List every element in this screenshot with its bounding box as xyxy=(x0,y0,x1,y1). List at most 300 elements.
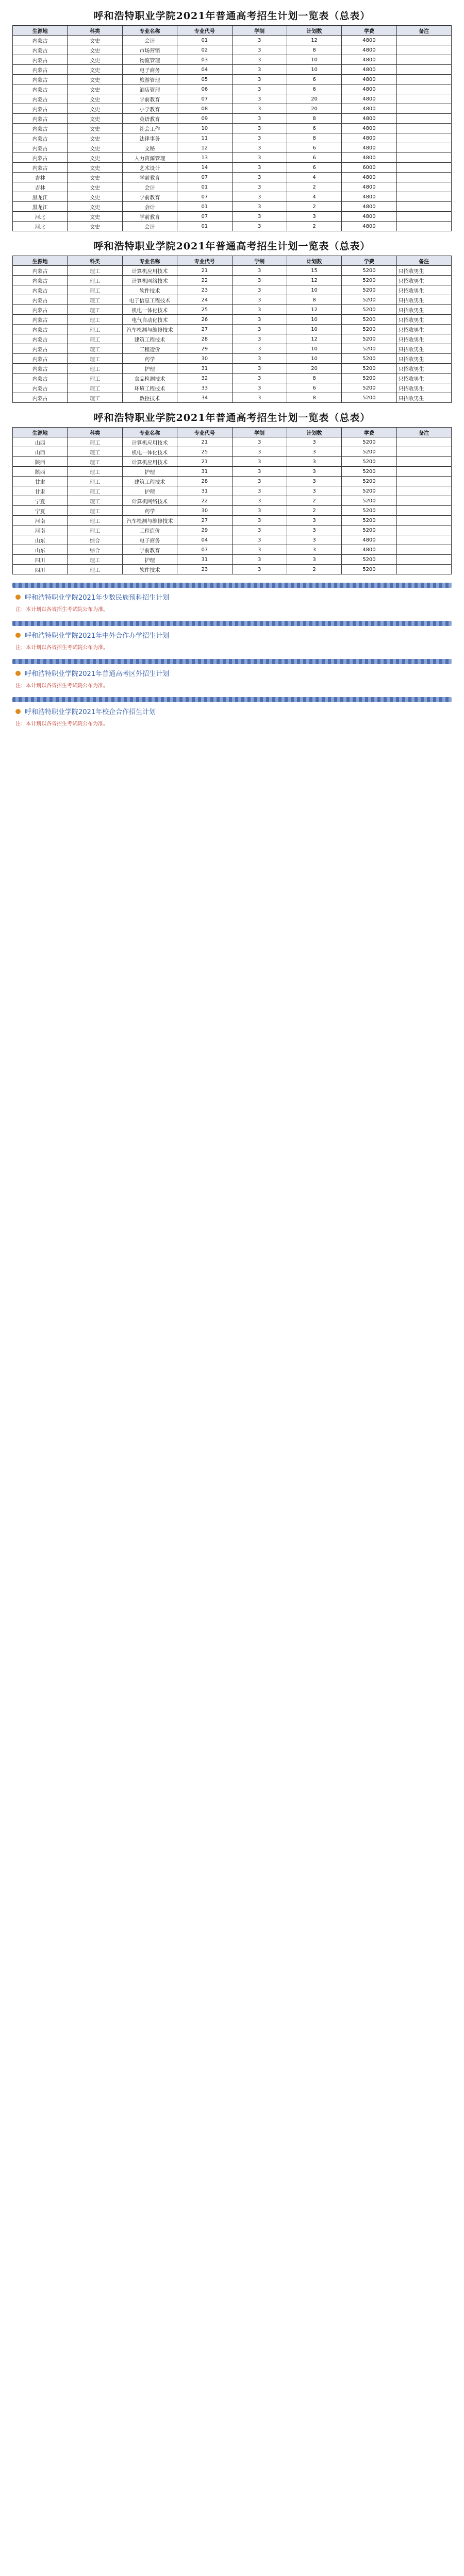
table-cell: 只招收男生 xyxy=(396,344,451,354)
table-cell: 02 xyxy=(177,45,232,55)
table-row xyxy=(13,447,452,457)
table-cell: 文史 xyxy=(68,45,122,55)
column-header: 学费 xyxy=(342,428,396,437)
table-cell: 3 xyxy=(287,212,341,222)
column-header: 学费 xyxy=(342,256,396,266)
column-header: 科类 xyxy=(68,26,122,36)
table-row xyxy=(13,393,452,403)
table-cell: 药学 xyxy=(122,354,177,364)
table-cell: 宁夏 xyxy=(13,506,68,516)
table-cell: 5200 xyxy=(342,506,396,516)
table-cell: 数控技术 xyxy=(122,393,177,403)
table-cell: 3 xyxy=(232,153,287,163)
table-cell: 山西 xyxy=(13,437,68,447)
table-cell: 04 xyxy=(177,65,232,75)
table-row xyxy=(13,545,452,555)
table-cell: 15 xyxy=(287,266,341,276)
table-cell: 理工 xyxy=(68,285,122,295)
table-row xyxy=(13,364,452,374)
table-cell: 27 xyxy=(177,325,232,334)
table-cell: 理工 xyxy=(68,467,122,477)
table-cell xyxy=(396,143,451,153)
plan-table xyxy=(12,256,452,403)
table-cell: 4800 xyxy=(342,153,396,163)
table-cell xyxy=(396,447,451,457)
table-row xyxy=(13,467,452,477)
table-cell: 理工 xyxy=(68,354,122,364)
table-cell: 3 xyxy=(232,516,287,526)
table-cell: 3 xyxy=(287,437,341,447)
table-cell: 护理 xyxy=(122,486,177,496)
table-cell: 只招收男生 xyxy=(396,295,451,305)
table-cell: 理工 xyxy=(68,383,122,393)
table-cell: 内蒙古 xyxy=(13,354,68,364)
table-cell: 29 xyxy=(177,526,232,535)
table-cell: 2 xyxy=(287,506,341,516)
column-header: 学制 xyxy=(232,428,287,437)
table-cell: 河北 xyxy=(13,222,68,231)
table-cell: 5200 xyxy=(342,555,396,565)
table-cell: 4800 xyxy=(342,104,396,114)
table-cell: 20 xyxy=(287,364,341,374)
table-cell: 3 xyxy=(232,325,287,334)
table-cell: 3 xyxy=(232,114,287,124)
bullet-dot-icon xyxy=(15,633,21,638)
table-row xyxy=(13,354,452,364)
table-row xyxy=(13,344,452,354)
table-cell: 3 xyxy=(287,467,341,477)
table-cell: 综合 xyxy=(68,535,122,545)
table-cell: 理工 xyxy=(68,486,122,496)
table-cell: 文史 xyxy=(68,84,122,94)
table-cell: 内蒙古 xyxy=(13,383,68,393)
table-cell: 只招收男生 xyxy=(396,325,451,334)
table-cell xyxy=(396,486,451,496)
table-cell: 10 xyxy=(287,65,341,75)
table-cell: 4800 xyxy=(342,55,396,65)
table-cell xyxy=(396,163,451,173)
table-row xyxy=(13,202,452,212)
subsection xyxy=(12,621,452,651)
table-cell: 8 xyxy=(287,133,341,143)
table-cell: 01 xyxy=(177,222,232,231)
column-header: 生源地 xyxy=(13,26,68,36)
table-cell: 12 xyxy=(287,276,341,285)
table-cell: 理工 xyxy=(68,374,122,383)
table-cell: 理工 xyxy=(68,565,122,574)
table-cell: 5200 xyxy=(342,516,396,526)
table-cell: 3 xyxy=(232,334,287,344)
table-cell: 04 xyxy=(177,535,232,545)
table-cell: 07 xyxy=(177,212,232,222)
table-cell: 理工 xyxy=(68,315,122,325)
table-cell: 09 xyxy=(177,114,232,124)
table-cell xyxy=(396,506,451,516)
table-cell: 内蒙古 xyxy=(13,104,68,114)
table-cell: 3 xyxy=(232,104,287,114)
table-cell: 32 xyxy=(177,374,232,383)
table-cell: 只招收男生 xyxy=(396,334,451,344)
table-cell: 3 xyxy=(232,143,287,153)
table-cell xyxy=(396,467,451,477)
table-cell xyxy=(396,173,451,182)
table-cell: 汽车检测与维修技术 xyxy=(122,325,177,334)
table-cell: 4800 xyxy=(342,182,396,192)
table-cell: 理工 xyxy=(68,457,122,467)
sections-container xyxy=(0,8,464,574)
table-row xyxy=(13,163,452,173)
table-cell: 3 xyxy=(232,315,287,325)
table-cell: 4800 xyxy=(342,192,396,202)
table-cell: 物流管理 xyxy=(122,55,177,65)
table-cell: 河北 xyxy=(13,212,68,222)
table-row xyxy=(13,535,452,545)
column-header: 科类 xyxy=(68,256,122,266)
section-divider xyxy=(12,659,452,664)
table-cell: 6 xyxy=(287,124,341,133)
table-cell: 31 xyxy=(177,364,232,374)
table-cell: 3 xyxy=(232,212,287,222)
table-cell: 4800 xyxy=(342,36,396,45)
table-cell: 4800 xyxy=(342,202,396,212)
table-cell: 山东 xyxy=(13,535,68,545)
table-row xyxy=(13,315,452,325)
table-cell: 英语教育 xyxy=(122,114,177,124)
table-cell: 5200 xyxy=(342,477,396,486)
table-cell: 3 xyxy=(232,75,287,84)
table-cell: 甘肃 xyxy=(13,477,68,486)
table-cell: 3 xyxy=(232,163,287,173)
table-cell: 3 xyxy=(287,457,341,467)
table-cell: 3 xyxy=(232,506,287,516)
table-cell: 文史 xyxy=(68,65,122,75)
column-header: 备注 xyxy=(396,26,451,36)
plan-table xyxy=(12,427,452,574)
table-cell: 会计 xyxy=(122,202,177,212)
table-cell: 20 xyxy=(287,104,341,114)
table-cell: 03 xyxy=(177,55,232,65)
table-row xyxy=(13,477,452,486)
column-header: 备注 xyxy=(396,256,451,266)
table-cell: 3 xyxy=(287,526,341,535)
table-cell: 27 xyxy=(177,516,232,526)
table-cell: 四川 xyxy=(13,555,68,565)
table-cell: 理工 xyxy=(68,325,122,334)
table-cell: 10 xyxy=(287,285,341,295)
table-cell: 学前教育 xyxy=(122,192,177,202)
header-row xyxy=(13,428,452,437)
column-header: 专业名称 xyxy=(122,26,177,36)
table-cell: 只招收男生 xyxy=(396,285,451,295)
footnote: 注：本计划以各省招生考试院公布为准。 xyxy=(15,683,108,689)
table-row xyxy=(13,55,452,65)
table-cell: 内蒙古 xyxy=(13,334,68,344)
table-cell: 4800 xyxy=(342,535,396,545)
table-cell: 文秘 xyxy=(122,143,177,153)
table-cell: 理工 xyxy=(68,447,122,457)
table-cell: 河南 xyxy=(13,516,68,526)
table-row xyxy=(13,516,452,526)
table-cell: 31 xyxy=(177,467,232,477)
table-cell: 黑龙江 xyxy=(13,192,68,202)
table-row xyxy=(13,36,452,45)
table-cell: 3 xyxy=(232,565,287,574)
column-header: 计划数 xyxy=(287,428,341,437)
table-cell: 5200 xyxy=(342,383,396,393)
table-cell: 13 xyxy=(177,153,232,163)
table-cell: 3 xyxy=(232,526,287,535)
table-cell: 07 xyxy=(177,94,232,104)
table-row xyxy=(13,212,452,222)
subsection-heading xyxy=(15,630,452,640)
table-row xyxy=(13,114,452,124)
table-cell: 6 xyxy=(287,383,341,393)
table-cell: 3 xyxy=(232,202,287,212)
table-cell: 内蒙古 xyxy=(13,163,68,173)
table-cell: 内蒙古 xyxy=(13,45,68,55)
subsections-container xyxy=(0,583,464,727)
column-header: 专业名称 xyxy=(122,256,177,266)
table-cell xyxy=(396,153,451,163)
table-cell: 3 xyxy=(232,467,287,477)
column-header: 生源地 xyxy=(13,428,68,437)
table-cell: 文史 xyxy=(68,182,122,192)
table-cell: 内蒙古 xyxy=(13,65,68,75)
table-cell: 文史 xyxy=(68,104,122,114)
table-cell: 软件技术 xyxy=(122,285,177,295)
table-row xyxy=(13,84,452,94)
table-row xyxy=(13,104,452,114)
table-cell: 07 xyxy=(177,192,232,202)
table-cell: 4800 xyxy=(342,133,396,143)
table-cell: 工程造价 xyxy=(122,344,177,354)
column-header: 计划数 xyxy=(287,256,341,266)
table-cell: 电气自动化技术 xyxy=(122,315,177,325)
table-cell xyxy=(396,565,451,574)
table-row xyxy=(13,295,452,305)
table-cell: 4800 xyxy=(342,94,396,104)
table-cell: 08 xyxy=(177,104,232,114)
table-cell: 电子商务 xyxy=(122,65,177,75)
table-cell: 3 xyxy=(287,516,341,526)
table-cell: 6 xyxy=(287,84,341,94)
table-row xyxy=(13,124,452,133)
column-header: 计划数 xyxy=(287,26,341,36)
table-cell: 护理 xyxy=(122,467,177,477)
table-cell: 理工 xyxy=(68,516,122,526)
table-cell: 文史 xyxy=(68,143,122,153)
table-cell: 内蒙古 xyxy=(13,153,68,163)
table-cell: 只招收男生 xyxy=(396,374,451,383)
table-cell: 文史 xyxy=(68,202,122,212)
table-cell: 10 xyxy=(287,325,341,334)
table-cell: 24 xyxy=(177,295,232,305)
table-cell: 3 xyxy=(232,535,287,545)
table-cell: 只招收男生 xyxy=(396,393,451,403)
table-cell: 5200 xyxy=(342,305,396,315)
table-cell: 3 xyxy=(232,477,287,486)
table-cell: 理工 xyxy=(68,506,122,516)
table-cell: 酒店管理 xyxy=(122,84,177,94)
bullet-dot-icon xyxy=(15,709,21,714)
table-cell: 07 xyxy=(177,545,232,555)
subsection xyxy=(12,583,452,613)
table-cell: 01 xyxy=(177,36,232,45)
table-cell: 内蒙古 xyxy=(13,344,68,354)
section-divider xyxy=(12,621,452,626)
table-cell xyxy=(396,496,451,506)
table-cell: 陕西 xyxy=(13,457,68,467)
table-cell: 理工 xyxy=(68,364,122,374)
table-cell: 只招收男生 xyxy=(396,315,451,325)
table-cell: 21 xyxy=(177,437,232,447)
table-cell: 3 xyxy=(232,222,287,231)
table-cell: 8 xyxy=(287,374,341,383)
table-cell: 内蒙古 xyxy=(13,276,68,285)
subsection xyxy=(12,659,452,689)
table-cell: 内蒙古 xyxy=(13,315,68,325)
table-cell: 5200 xyxy=(342,374,396,383)
table-cell: 文史 xyxy=(68,75,122,84)
table-row xyxy=(13,45,452,55)
table-cell: 法律事务 xyxy=(122,133,177,143)
table-cell: 会计 xyxy=(122,36,177,45)
table-cell: 5200 xyxy=(342,295,396,305)
table-cell: 河南 xyxy=(13,526,68,535)
table-cell: 28 xyxy=(177,477,232,486)
table-cell: 内蒙古 xyxy=(13,285,68,295)
column-header: 生源地 xyxy=(13,256,68,266)
plan-section xyxy=(12,8,452,231)
table-row xyxy=(13,506,452,516)
table-cell: 12 xyxy=(287,334,341,344)
table-cell: 6 xyxy=(287,75,341,84)
table-cell: 12 xyxy=(177,143,232,153)
table-cell: 文史 xyxy=(68,222,122,231)
table-cell: 3 xyxy=(287,486,341,496)
table-cell: 文史 xyxy=(68,173,122,182)
table-cell: 理工 xyxy=(68,266,122,276)
table-cell: 31 xyxy=(177,486,232,496)
table-cell: 会计 xyxy=(122,182,177,192)
table-cell: 3 xyxy=(232,447,287,457)
table-cell: 软件技术 xyxy=(122,565,177,574)
table-cell: 11 xyxy=(177,133,232,143)
table-cell: 28 xyxy=(177,334,232,344)
table-cell: 3 xyxy=(287,535,341,545)
table-cell: 6 xyxy=(287,153,341,163)
table-row xyxy=(13,305,452,315)
table-cell: 内蒙古 xyxy=(13,393,68,403)
table-cell: 5200 xyxy=(342,437,396,447)
table-cell: 23 xyxy=(177,565,232,574)
column-header: 学制 xyxy=(232,256,287,266)
table-cell: 黑龙江 xyxy=(13,202,68,212)
table-cell: 3 xyxy=(287,477,341,486)
subsection-label: 呼和浩特职业学院2021年中外合作办学招生计划 xyxy=(25,632,170,640)
table-cell xyxy=(396,545,451,555)
table-cell xyxy=(396,555,451,565)
section-title: 呼和浩特职业学院2021年普通高考招生计划一览表（总表） xyxy=(93,10,371,22)
table-cell: 3 xyxy=(232,305,287,315)
table-cell: 理工 xyxy=(68,334,122,344)
table-cell: 3 xyxy=(232,182,287,192)
table-cell: 5200 xyxy=(342,315,396,325)
column-header: 专业代号 xyxy=(177,256,232,266)
table-cell: 内蒙古 xyxy=(13,114,68,124)
table-cell: 3 xyxy=(232,555,287,565)
table-cell: 4800 xyxy=(342,84,396,94)
table-cell: 文史 xyxy=(68,192,122,202)
table-cell: 内蒙古 xyxy=(13,295,68,305)
table-cell: 宁夏 xyxy=(13,496,68,506)
table-cell xyxy=(396,133,451,143)
table-row xyxy=(13,182,452,192)
column-header: 专业代号 xyxy=(177,428,232,437)
table-cell: 吉林 xyxy=(13,173,68,182)
table-cell: 计算机应用技术 xyxy=(122,437,177,447)
table-cell: 汽车检测与维修技术 xyxy=(122,516,177,526)
section-title: 呼和浩特职业学院2021年普通高考招生计划一览表（总表） xyxy=(93,241,371,252)
table-cell: 文史 xyxy=(68,36,122,45)
table-row xyxy=(13,143,452,153)
subsection-heading xyxy=(15,592,452,602)
table-cell: 会计 xyxy=(122,222,177,231)
table-cell: 综合 xyxy=(68,545,122,555)
table-cell: 3 xyxy=(232,65,287,75)
table-cell: 3 xyxy=(232,276,287,285)
table-cell xyxy=(396,437,451,447)
table-cell xyxy=(396,182,451,192)
table-cell: 内蒙古 xyxy=(13,305,68,315)
table-cell: 21 xyxy=(177,266,232,276)
table-row xyxy=(13,94,452,104)
table-cell: 01 xyxy=(177,202,232,212)
table-cell: 只招收男生 xyxy=(396,305,451,315)
table-cell xyxy=(396,65,451,75)
table-row xyxy=(13,555,452,565)
table-cell: 2 xyxy=(287,496,341,506)
table-cell: 山东 xyxy=(13,545,68,555)
table-cell: 6 xyxy=(287,163,341,173)
table-cell: 5200 xyxy=(342,496,396,506)
table-row xyxy=(13,266,452,276)
table-cell: 4800 xyxy=(342,222,396,231)
column-header: 专业代号 xyxy=(177,26,232,36)
table-cell: 3 xyxy=(232,393,287,403)
table-cell: 吉林 xyxy=(13,182,68,192)
table-row xyxy=(13,133,452,143)
table-cell: 3 xyxy=(232,383,287,393)
table-cell: 内蒙古 xyxy=(13,374,68,383)
table-cell: 6000 xyxy=(342,163,396,173)
table-cell: 学前教育 xyxy=(122,545,177,555)
table-cell: 药学 xyxy=(122,506,177,516)
table-cell: 只招收男生 xyxy=(396,354,451,364)
table-cell: 14 xyxy=(177,163,232,173)
table-row xyxy=(13,325,452,334)
table-cell: 内蒙古 xyxy=(13,364,68,374)
table-cell: 3 xyxy=(287,447,341,457)
table-cell: 文史 xyxy=(68,124,122,133)
table-cell: 4800 xyxy=(342,45,396,55)
table-cell: 3 xyxy=(232,173,287,182)
table-cell: 5200 xyxy=(342,344,396,354)
table-cell: 理工 xyxy=(68,393,122,403)
table-cell: 3 xyxy=(232,45,287,55)
column-header: 备注 xyxy=(396,428,451,437)
plan-table xyxy=(12,25,452,231)
